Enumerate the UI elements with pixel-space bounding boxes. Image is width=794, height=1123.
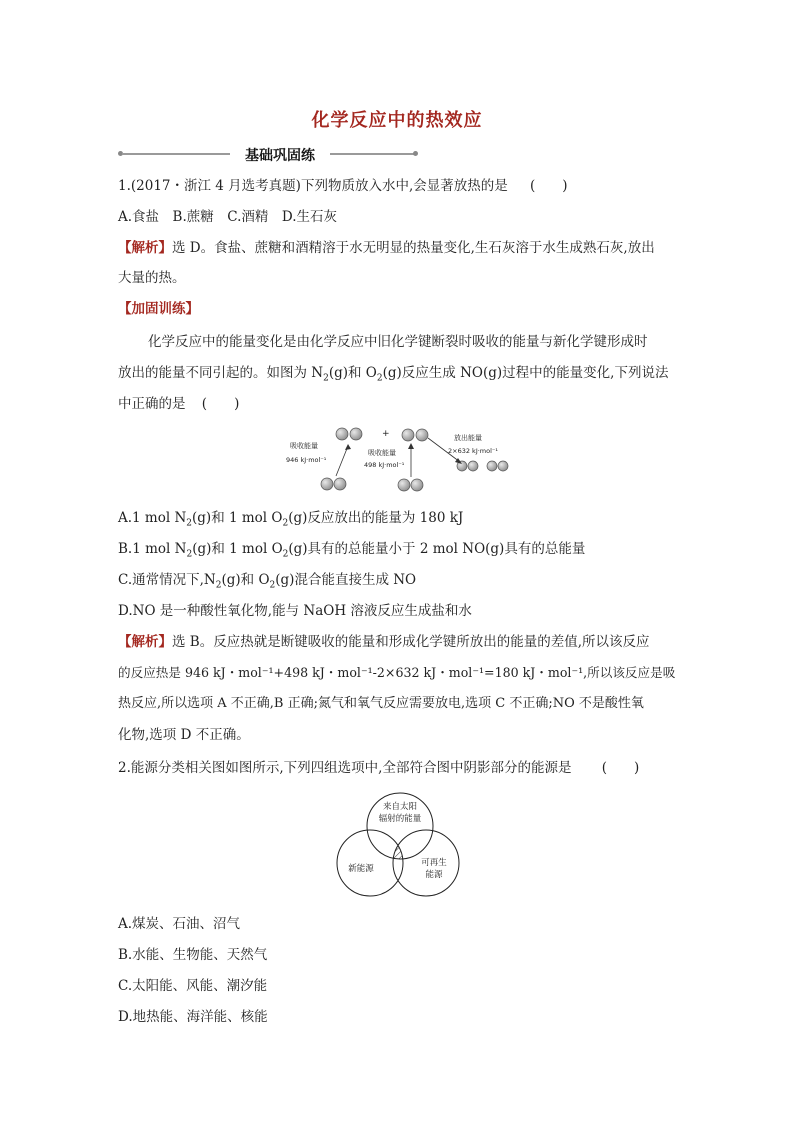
extra-option-d: D.NO 是一种酸性氧化物,能与 NaOH 溶液反应生成盐和水 <box>118 603 472 619</box>
sub-2: 2 <box>282 518 289 529</box>
o-atom <box>416 429 428 441</box>
opt-c-1: C.通常情况下,N <box>118 572 216 588</box>
n-atom <box>350 428 362 440</box>
q2-option-d: D.地热能、海洋能、核能 <box>118 1009 268 1025</box>
extra-p1: 化学反应中的能量变化是由化学反应中旧化学键断裂时吸收的能量与新化学键形成时 <box>148 334 648 350</box>
no-atom <box>487 461 497 471</box>
absorb2-value: 498 kJ·mol⁻¹ <box>364 461 405 469</box>
sub-2: 2 <box>186 549 193 560</box>
venn-top-label-1: 来自太阳 <box>382 802 418 812</box>
q1-stem-text: 1.(2017・浙江 4 月选考真题)下列物质放入水中,会显著放热的是 <box>118 178 508 194</box>
q1-blank: ( ) <box>530 178 568 194</box>
venn-left-label: 新能源 <box>348 864 374 874</box>
sub-2: 2 <box>376 373 383 384</box>
absorb1-label: 吸收能量 <box>290 442 318 450</box>
q2-stem-text: 2.能源分类相关图如图所示,下列四组选项中,全部符合图中阴影部分的能源是 <box>118 760 572 776</box>
opt-a-1: A.1 mol N <box>118 510 187 526</box>
absorb2-arrowhead <box>408 443 414 449</box>
extra-analysis-text1: 选 B。反应热就是断键吸收的能量和形成化学键所放出的能量的差值,所以该反应 <box>172 634 650 650</box>
extra-p2-b: (g)和 O <box>328 365 377 381</box>
opt-b-2: (g)和 1 mol O <box>192 541 283 557</box>
o-atom <box>402 429 414 441</box>
q2-option-b: B.水能、生物能、天然气 <box>118 947 268 963</box>
extra-tag: 【加固训练】 <box>118 301 199 317</box>
extra-option-c <box>118 570 416 596</box>
sub-2: 2 <box>282 549 289 560</box>
bar-dot-right <box>413 151 418 156</box>
opt-c-3: (g)混合能直接生成 NO <box>275 572 417 588</box>
plus-sign: + <box>382 429 390 439</box>
q1-analysis-line1 <box>118 238 655 258</box>
sub-2: 2 <box>215 580 222 591</box>
extra-p2-a: 放出的能量不同引起的。如图为 N <box>118 365 324 381</box>
q2-option-c: C.太阳能、风能、潮汐能 <box>118 978 268 994</box>
venn-diagram <box>330 786 470 902</box>
extra-analysis-line3: 热反应,所以选项 A 不正确,B 正确;氮气和氧气反应需要放电,选项 C 不正确;NO 不是酸性氧 <box>118 696 644 711</box>
sub-2: 2 <box>186 518 193 529</box>
venn-right-label-2: 能源 <box>425 870 443 880</box>
absorb1-value: 946 kJ·mol⁻¹ <box>286 456 327 464</box>
sub-2: 2 <box>269 580 276 591</box>
opt-c-2: (g)和 O <box>221 572 270 588</box>
venn-top-label-2: 辐射的能量 <box>378 814 422 824</box>
opt-a-2: (g)和 1 mol O <box>192 510 283 526</box>
opt-b-1: B.1 mol N <box>118 541 187 557</box>
n-atom <box>321 478 333 490</box>
q1-stem <box>118 176 568 196</box>
no-atom <box>468 461 478 471</box>
no-atom <box>498 461 508 471</box>
extra-analysis-line2: 的反应热是 946 kJ・mol⁻¹+498 kJ・mol⁻¹-2×632 kJ・mol⁻¹=180 kJ・mol⁻¹,所以该反应是吸 <box>118 665 676 680</box>
extra-p3-text: 中正确的是 <box>118 396 186 412</box>
q2-option-a: A.煤炭、石油、沼气 <box>118 916 241 932</box>
n-atom <box>334 478 346 490</box>
o-atom <box>398 479 410 491</box>
extra-p2 <box>118 363 668 389</box>
page-title: 化学反应中的热效应 <box>311 110 483 131</box>
extra-p2-c: (g)反应生成 NO(g)过程中的能量变化,下列说法 <box>382 365 669 381</box>
extra-option-a <box>118 508 463 534</box>
q2-blank: ( ) <box>601 760 640 776</box>
absorb2-label: 吸收能量 <box>368 449 396 457</box>
q1-analysis-tag: 【解析】 <box>118 240 172 256</box>
release-label: 放出能量 <box>454 434 482 442</box>
extra-p3 <box>118 394 239 414</box>
energy-diagram <box>282 424 522 494</box>
extra-analysis-line1 <box>118 632 650 652</box>
n-atom <box>336 428 348 440</box>
extra-option-b <box>118 539 585 565</box>
opt-b-3: (g)具有的总能量小于 2 mol NO(g)具有的总能量 <box>288 541 586 557</box>
extra-analysis-line4: 化物,选项 D 不正确。 <box>118 727 250 743</box>
q2-stem <box>118 758 639 778</box>
q1-analysis-line2: 大量的热。 <box>118 270 186 286</box>
bar-line-left <box>122 153 230 155</box>
q1-options: A.食盐 B.蔗糖 C.酒精 D.生石灰 <box>118 209 338 225</box>
bar-line-right <box>330 153 414 155</box>
absorb1-arrow <box>336 446 348 476</box>
absorb1-arrowhead <box>345 444 351 450</box>
o-atom <box>411 479 423 491</box>
venn-right-label-1: 可再生 <box>421 858 447 868</box>
release-value: 2×632 kJ·mol⁻¹ <box>448 447 498 455</box>
sub-2: 2 <box>323 373 329 384</box>
extra-analysis-tag: 【解析】 <box>118 634 172 650</box>
extra-blank: ( ) <box>201 396 240 412</box>
q1-analysis-text1: 选 D。食盐、蔗糖和酒精溶于水无明显的热量变化,生石灰溶于水生成熟石灰,放出 <box>172 240 655 256</box>
section-header <box>118 145 418 163</box>
opt-a-3: (g)反应放出的能量为 180 kJ <box>288 510 464 526</box>
section-label: 基础巩固练 <box>245 148 315 164</box>
